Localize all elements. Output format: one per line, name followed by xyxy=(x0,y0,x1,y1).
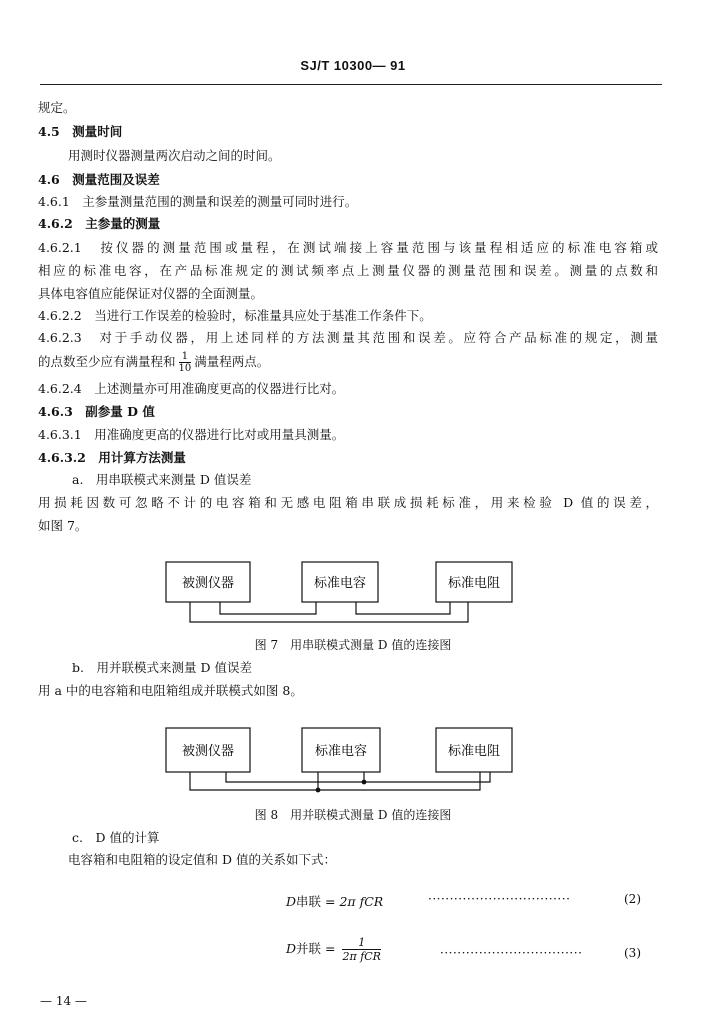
section-heading-4-6: 4.6 测量范围及误差 xyxy=(38,172,160,187)
text-line: 相应的标准电容，在产品标准规定的测试频率点上测量仪器的测量范围和误差。测量的点数和 xyxy=(38,263,658,278)
equation-number-2: (2) xyxy=(624,892,641,906)
formula-subscript: 串联 xyxy=(296,894,322,909)
formula-3 xyxy=(286,936,384,963)
wire-outer xyxy=(190,772,480,790)
fraction-denominator: 10 xyxy=(178,363,192,374)
figure-7-caption: 图 7 用串联模式测量 D 值的连接图 xyxy=(254,638,452,652)
figure-7-diagram xyxy=(150,556,530,632)
formula-subscript: 并联 xyxy=(296,941,322,956)
fraction-one-tenth xyxy=(179,351,192,374)
fig8-box3-label: 标准电阻 xyxy=(447,744,501,759)
section-heading-4-6-3-2: 4.6.3.2 用计算方法测量 xyxy=(38,450,186,465)
item-c-heading: c. D 值的计算 xyxy=(72,830,160,845)
wire-middle xyxy=(356,602,450,614)
text-line: 用损耗因数可忽略不计的电容箱和无感电阻箱串联成损耗标准，用来检验 D 值的误差， xyxy=(38,495,658,510)
wire-outer xyxy=(190,602,468,622)
figure-8-diagram xyxy=(150,718,530,802)
text-line: 用 a 中的电容箱和电阻箱组成并联模式如图 8。 xyxy=(38,683,303,698)
text-line: 规定。 xyxy=(38,100,76,115)
text-fragment: 的点数至少应有满量程和 xyxy=(38,354,176,369)
text-line: 用测时仪器测量两次启动之间的时间。 xyxy=(68,148,281,163)
fig7-box3-label: 标准电阻 xyxy=(447,576,501,591)
formula-symbol: D xyxy=(286,894,297,909)
leader-dots: ································· xyxy=(428,892,571,906)
figure-8-caption: 图 8 用并联模式测量 D 值的连接图 xyxy=(254,808,452,822)
text-line: 具体电容值应能保证对仪器的全面测量。 xyxy=(38,286,264,301)
fig7-box1-label: 被测仪器 xyxy=(181,576,235,591)
section-heading-4-5: 4.5 测量时间 xyxy=(38,124,123,139)
leader-dots: ································· xyxy=(440,946,583,960)
text-line: 4.6.2.3 对于手动仪器，用上述同样的方法测量其范围和误差。应符合产品标准的规定，测量 xyxy=(38,330,658,345)
text-line: 4.6.2.2 当进行工作误差的检验时，标准量具应处于基准工作条件下。 xyxy=(38,308,432,323)
fraction-numerator: 1 xyxy=(342,936,381,950)
fraction-denominator: 2π fCR xyxy=(342,950,381,963)
text-fragment: 满量程两点。 xyxy=(194,354,270,369)
item-a-heading: a. 用串联模式来测量 D 值误差 xyxy=(72,472,252,487)
fraction-numerator: 1 xyxy=(179,351,192,363)
header-rule xyxy=(40,84,662,85)
text-line: 4.6.3.1 用准确度更高的仪器进行比对或用量具测量。 xyxy=(38,427,345,442)
text-line: 4.6.2.4 上述测量亦可用准确度更高的仪器进行比对。 xyxy=(38,381,345,396)
fig7-box2-label: 标准电容 xyxy=(313,576,367,591)
item-b-heading: b. 用并联模式来测量 D 值误差 xyxy=(72,660,252,675)
text-line: 4.6.2.1 按仪器的测量范围或量程，在测试端接上容量范围与该量程相适应的标准电容箱或 xyxy=(38,240,658,255)
text-line: 4.6.1 主参量测量范围的测量和误差的测量可同时进行。 xyxy=(38,194,358,209)
equation-number-3: (3) xyxy=(624,946,641,960)
formula-rhs: = 2π fCR xyxy=(321,894,384,909)
text-line: 电容箱和电阻箱的设定值和 D 值的关系如下式： xyxy=(68,852,336,867)
formula-fraction xyxy=(342,936,381,963)
formula-equals: = xyxy=(321,941,340,956)
page-number: — 14 — xyxy=(40,994,87,1008)
document-code: SJ/T 10300— 91 xyxy=(300,58,406,73)
section-heading-4-6-2: 4.6.2 主参量的测量 xyxy=(38,216,161,231)
section-heading-4-6-3: 4.6.3 副参量 D 值 xyxy=(38,404,155,419)
fig8-box2-label: 标准电容 xyxy=(314,744,368,759)
wire-inner xyxy=(226,772,490,782)
wire-left xyxy=(220,602,316,614)
formula-symbol: D xyxy=(286,941,297,956)
formula-2 xyxy=(286,892,383,910)
fig8-box1-label: 被测仪器 xyxy=(181,744,235,759)
text-line: 如图 7。 xyxy=(38,518,88,533)
text-line-with-fraction xyxy=(38,351,269,374)
